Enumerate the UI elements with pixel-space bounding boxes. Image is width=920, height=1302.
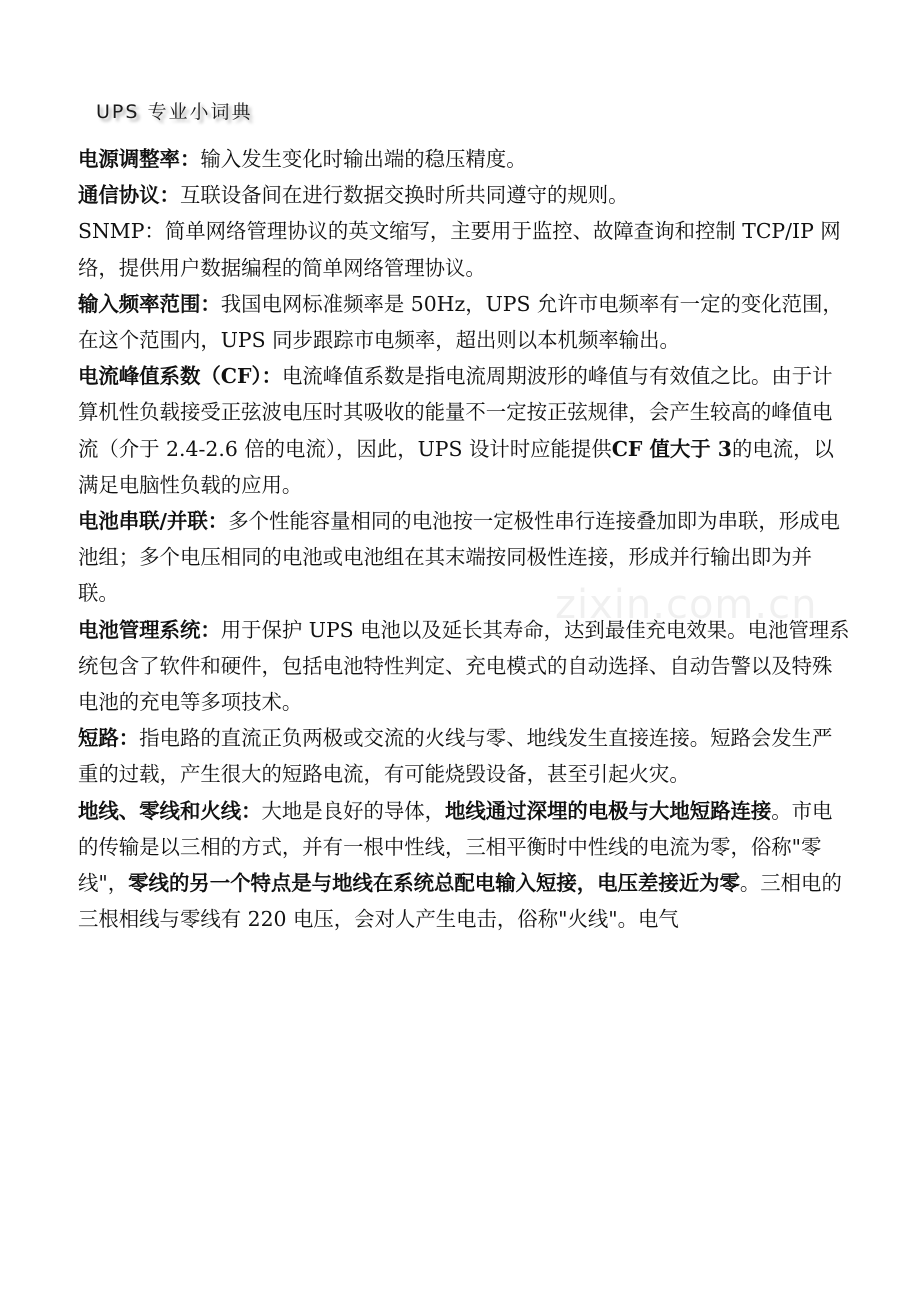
entry-term: 电流峰值系数（CF）： xyxy=(78,364,283,389)
entry-text: 互联设备间在进行数据交换时所共同遵守的规则。 xyxy=(179,183,629,208)
document-body xyxy=(78,141,850,937)
entry-term: 电源调整率： xyxy=(78,147,201,171)
entry-term: 电池管理系统： xyxy=(78,617,221,642)
entry-battery-series-parallel xyxy=(78,503,850,612)
entry-ground-neutral-live xyxy=(78,793,850,938)
entry-term: SNMP： xyxy=(78,219,165,244)
entry-crest-factor xyxy=(78,358,850,503)
entry-emphasis: CF 值大于 3 xyxy=(611,436,732,461)
entry-emphasis: 零线的另一个特点是与地线在系统总配电输入短接，电压差接近为零 xyxy=(128,871,740,896)
entry-short-circuit xyxy=(78,720,850,792)
entry-emphasis: 地线通过深埋的电极与大地短路连接 xyxy=(445,798,772,823)
entry-text: 输入发生变化时输出端的稳压精度。 xyxy=(200,147,527,171)
entry-battery-management xyxy=(78,612,850,721)
document-heading: UPS 专业小词典 xyxy=(96,101,253,123)
entry-input-frequency xyxy=(78,286,850,358)
entry-text: 我国电网标准频率是 50Hz，UPS 允许市电频率有一定的变化范围，在这个范围内，UPS 同步跟踪市电频率，超出则以本机频率输出。 xyxy=(78,291,843,353)
entry-snmp xyxy=(78,213,850,285)
watermark: zixin.com.cn xyxy=(555,582,818,628)
entry-text: 。市电的传输是以三相的方式，并有一根中性线，三相平衡时中性线的电流为零，俗称"零线"， xyxy=(78,798,833,896)
entry-power-regulation xyxy=(78,141,850,177)
entry-term: 短路： xyxy=(78,726,140,751)
entry-text: 的电流，以满足电脑性负载的应用。 xyxy=(78,436,834,497)
entry-text: 用于保护 UPS 电池以及延长其寿命，达到最佳充电效果。电池管理系统包含了软件和硬件，包括电池特性判定、充电模式的自动选择、自动告警以及特殊电池的充电等多项技术。 xyxy=(78,617,850,715)
entry-protocol xyxy=(78,177,850,213)
entry-term: 电池串联/并联： xyxy=(78,509,229,534)
entry-text: 多个性能容量相同的电池按一定极性串行连接叠加即为串联，形成电池组；多个电压相同的电池或电池组在其末端按同极性连接，形成并行输出即为并联。 xyxy=(78,509,840,606)
entry-term: 输入频率范围： xyxy=(78,291,221,316)
entry-text: 电流峰值系数是指电流周期波形的峰值与有效值之比。由于计算机性负载接受正弦波电压时其吸收的能量不一定按正弦规律，会产生较高的峰值电流（介于 2.4-2.6 倍的电流），因此，UPS 设计时应能提供 xyxy=(78,364,833,461)
entry-text: 指电路的直流正负两极或交流的火线与零、地线发生直接连接。短路会发生严重的过载，产生很大的短路电流，有可能烧毁设备，甚至引起火灾。 xyxy=(78,726,833,787)
entry-text: 。三相电的三根相线与零线有 220 电压，会对人产生电击，俗称"火线"。电气 xyxy=(78,871,842,932)
entry-term: 通信协议： xyxy=(78,183,180,208)
entry-term: 地线、零线和火线： xyxy=(78,798,262,823)
entry-text: 大地是良好的导体， xyxy=(261,798,446,823)
entry-text: 简单网络管理协议的英文缩写，主要用于监控、故障查询和控制 TCP/IP 网络，提供用户数据编程的简单网络管理协议。 xyxy=(78,219,841,280)
